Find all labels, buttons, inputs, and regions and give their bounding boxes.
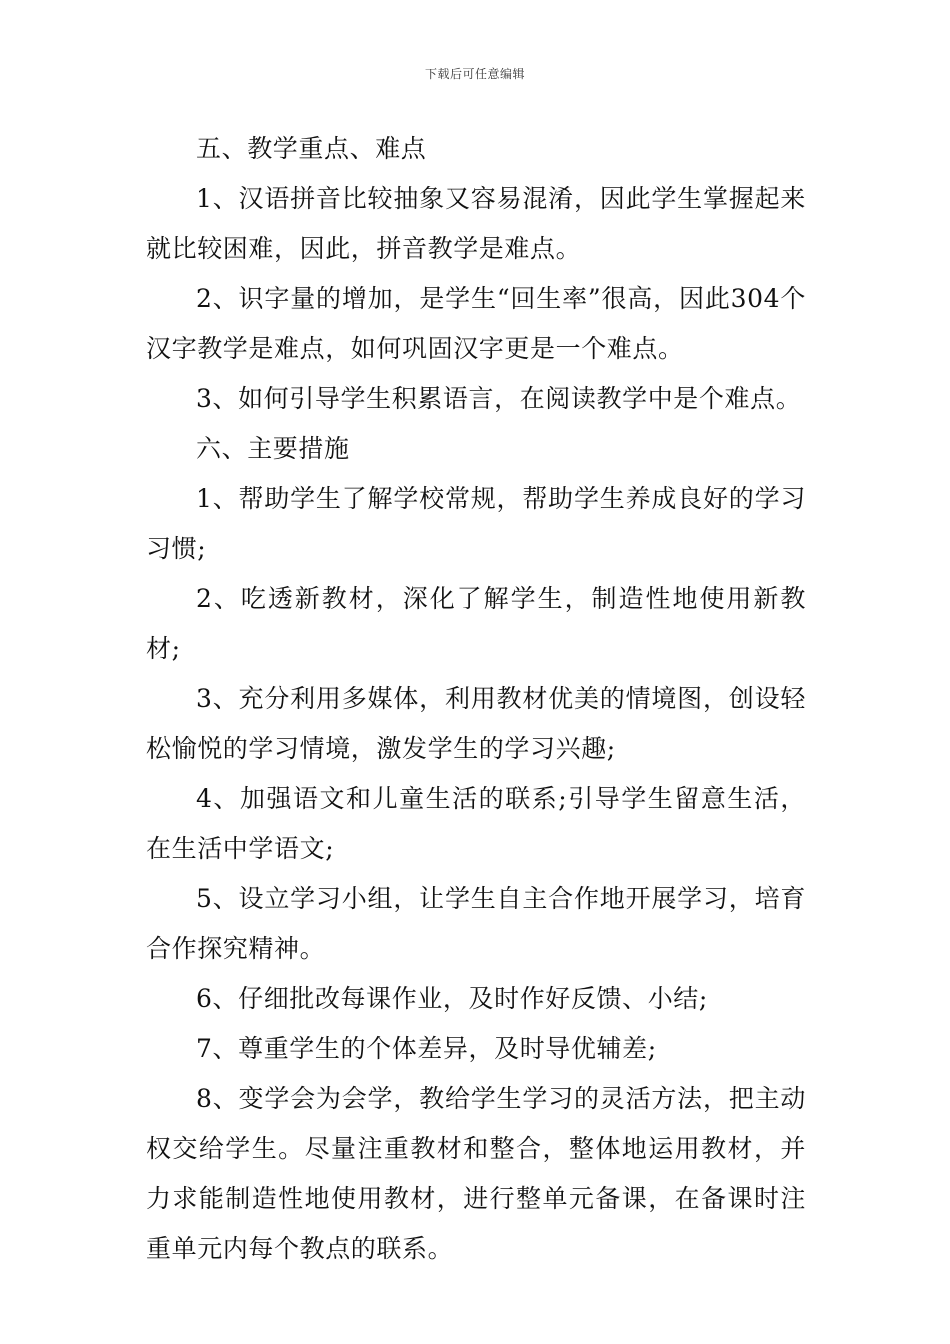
- section-heading-measures: 六、主要措施: [196, 434, 350, 463]
- document-body: [146, 124, 806, 1274]
- paragraph-measure-3: 3、充分利用多媒体，利用教材优美的情境图，创设轻松愉悦的学习情境，激发学生的学习兴趣;: [146, 684, 806, 763]
- paragraph-measure-2: 2、吃透新教材，深化了解学生，制造性地使用新教材;: [146, 584, 806, 663]
- paragraph-measure-6: 6、仔细批改每课作业，及时作好反馈、小结;: [196, 984, 708, 1013]
- paragraph-point-2: 2、识字量的增加，是学生“回生率”很高，因此304个汉字教学是难点，如何巩固汉字更是一个难点。: [146, 284, 806, 363]
- paragraph-measure-4: 4、加强语文和儿童生活的联系;引导学生留意生活，在生活中学语文;: [146, 784, 806, 863]
- section-heading-key-points: 五、教学重点、难点: [196, 134, 427, 163]
- paragraph-measure-5: 5、设立学习小组，让学生自主合作地开展学习，培育合作探究精神。: [146, 884, 806, 963]
- paragraph-measure-7: 7、尊重学生的个体差异，及时导优辅差;: [196, 1034, 657, 1063]
- page-header-note: 下载后可任意编辑: [424, 67, 525, 81]
- paragraph-point-1: 1、汉语拼音比较抽象又容易混淆，因此学生掌握起来就比较困难，因此，拼音教学是难点。: [146, 184, 806, 263]
- paragraph-measure-8: 8、变学会为会学，教给学生学习的灵活方法，把主动权交给学生。尽量注重教材和整合，整体地运用教材，并力求能制造性地使用教材，进行整单元备课，在备课时注重单元内每个教点的联系。: [146, 1084, 806, 1263]
- paragraph-measure-1: 1、帮助学生了解学校常规，帮助学生养成良好的学习习惯;: [146, 484, 806, 563]
- paragraph-point-3: 3、如何引导学生积累语言，在阅读教学中是个难点。: [196, 384, 802, 413]
